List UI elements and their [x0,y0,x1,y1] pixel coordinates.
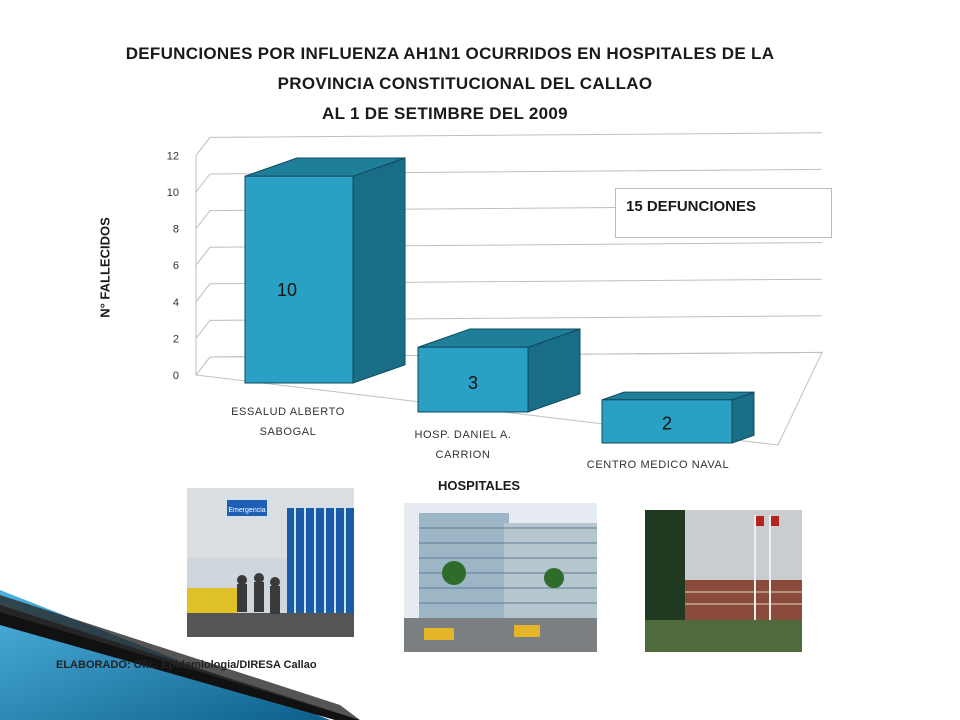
x-tick-label: CARRION [435,449,491,461]
y-tick-label: 0 [172,370,179,382]
y-axis-title: N° FALLECIDOS [97,217,113,318]
chart-title-line-2: PROVINCIA CONSTITUCIONAL DEL CALLAO [277,74,653,93]
y-tick-label: 10 [166,187,179,199]
gridline [196,133,822,156]
x-tick-label: HOSP. DANIEL A. [414,429,512,441]
x-axis-title: HOSPITALES [438,478,521,493]
photo-essalud-emergency [187,488,354,637]
bar-value-label: 3 [467,372,479,393]
x-tick-label: SABOGAL [259,426,317,438]
emergency-sign-text: Emergencia [228,507,266,514]
y-tick-label: 6 [172,260,179,273]
bar-side [353,158,405,383]
photo-hospital-carrion [404,503,597,652]
bar [245,176,353,383]
y-tick-label: 12 [166,150,179,163]
bar-side [732,392,754,443]
y-tick-label: 8 [172,223,179,236]
bar-value-label: 2 [661,413,673,434]
chart-title-line-1: DEFUNCIONES POR INFLUENZA AH1N1 OCURRIDOS EN HOSPITALES DE LA [125,44,775,63]
photo-centro-medico-naval [645,510,802,652]
y-tick-label: 2 [172,333,179,346]
bar-value-label: 10 [276,279,298,300]
total-callout-text: 15 DEFUNCIONES [626,198,757,215]
chart-title-line-3: AL 1 DE SETIMBRE DEL 2009 [322,104,568,123]
x-tick-label: CENTRO MEDICO NAVAL [586,459,730,471]
bar-top [602,392,754,400]
x-tick-label: ESSALUD ALBERTO [231,406,345,418]
y-tick-label: 4 [172,296,179,309]
total-callout-box [615,188,832,238]
source-credit: ELABORADO: Ofic. Epidemiologia/DIRESA Callao [56,659,317,671]
